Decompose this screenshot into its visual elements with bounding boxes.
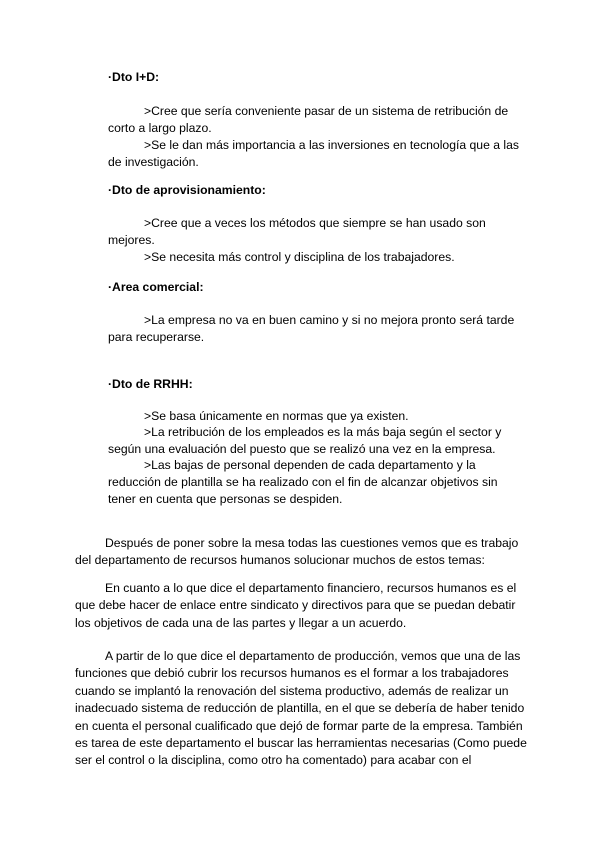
item-continuation: reducción de plantilla se ha realizado con el fin de alcanzar objetivos sin tener en cuenta que personas se despiden. xyxy=(108,475,498,506)
list-item xyxy=(108,137,528,171)
list-item xyxy=(108,457,528,508)
list-item xyxy=(108,249,528,266)
section-heading-comercial: ·Area comercial: xyxy=(108,280,204,294)
item-first-line: >Se basa únicamente en normas que ya existen. xyxy=(144,409,409,423)
section-heading-id: ·Dto I+D: xyxy=(108,70,160,84)
item-first-line: >Se le dan más importancia a las inversiones en tecnología que a las xyxy=(144,138,519,152)
list-item xyxy=(108,408,528,425)
item-continuation: para recuperarse. xyxy=(108,330,205,344)
list-item xyxy=(108,424,528,458)
item-first-line: >Cree que sería conveniente pasar de un sistema de retribución de xyxy=(144,104,509,118)
item-first-line: >Cree que a veces los métodos que siempre se han usado son xyxy=(144,216,486,230)
item-continuation: corto a largo plazo. xyxy=(108,121,212,135)
body-paragraph: En cuanto a lo que dice el departamento financiero, recursos humanos es el que debe hacer de enlace entre sindicato y directivos para que se puedan debatir los objetivos de cada una de las partes y llegar a un acuerdo. xyxy=(75,581,517,630)
item-first-line: >Las bajas de personal dependen de cada departamento y la xyxy=(144,458,476,472)
body-paragraph: Después de poner sobre la mesa todas las cuestiones vemos que es trabajo del departamento de recursos humanos solucionar muchos de estos temas: xyxy=(75,536,519,568)
section-heading-aprovisionamiento: ·Dto de aprovisionamiento: xyxy=(108,183,266,197)
body-paragraph: A partir de lo que dice el departamento de producción, vemos que una de las funciones que debió cubrir los recursos humanos es el formar a los trabajadores cuando se implantó la renovación del sistema productivo, además de realizar un inadecuado sistema de reducción de plantilla, en el que se debería de haber tenido en cuenta el personal cualificado que dejó de formar parte de la empresa. También es tarea de este departamento el buscar las herramientas necesarias (Como puede ser el control o la disciplina, como otro ha comentado) para acabar con el xyxy=(75,649,527,768)
item-first-line: >La empresa no va en buen camino y si no mejora pronto será tarde xyxy=(144,313,515,327)
list-item xyxy=(108,312,528,346)
list-item xyxy=(108,215,528,249)
item-first-line: >Se necesita más control y disciplina de los trabajadores. xyxy=(144,250,455,264)
item-first-line: >La retribución de los empleados es la más baja según el sector y xyxy=(144,425,502,439)
list-item xyxy=(108,103,528,137)
item-continuation: según una evaluación del puesto que se realizó una vez en la empresa. xyxy=(108,442,496,456)
item-continuation: mejores. xyxy=(108,233,155,247)
item-continuation: de investigación. xyxy=(108,155,199,169)
section-heading-rrhh: ·Dto de RRHH: xyxy=(108,377,193,391)
